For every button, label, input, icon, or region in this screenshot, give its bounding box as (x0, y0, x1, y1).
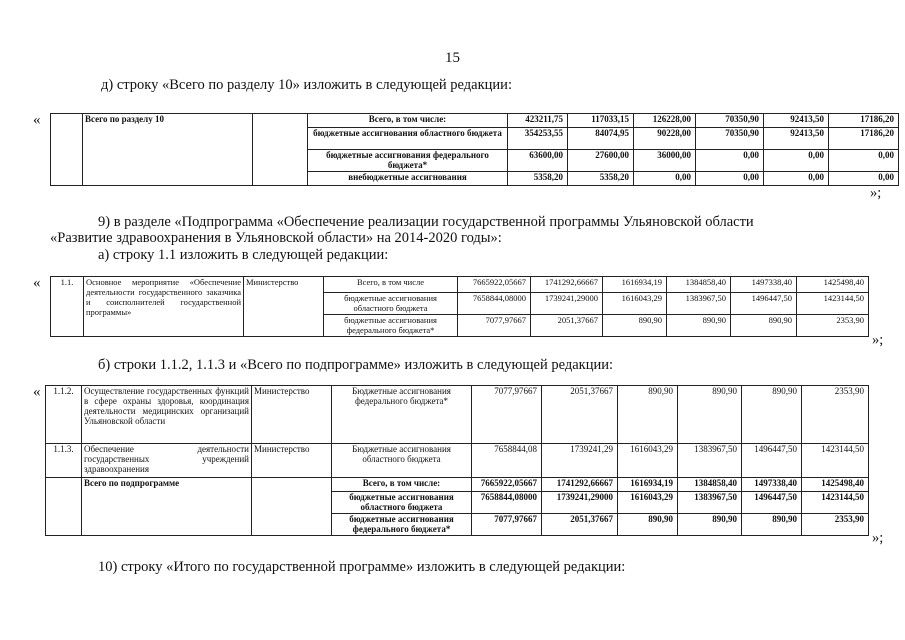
table-cell: 890,90 (618, 386, 678, 444)
table-cell: 0,00 (764, 172, 829, 186)
table-cell: 1739241,29 (542, 444, 618, 478)
table-row-1-1 (50, 276, 869, 337)
table-cell: 890,90 (667, 315, 731, 337)
table-cell: 1423144,50 (802, 492, 869, 514)
table-rows-1-1-2-1-1-3-total (45, 385, 869, 536)
row-name: Обеспечение деятельности государственных учреждений здравоохранения (82, 444, 252, 478)
table-cell: 27600,00 (568, 150, 634, 172)
table-cell (252, 478, 332, 536)
table-cell: 70350,90 (696, 128, 764, 150)
table-cell: 1739241,29000 (542, 492, 618, 514)
table-cell: 92413,50 (764, 128, 829, 150)
table-cell (46, 478, 82, 536)
table-cell: 7658844,08000 (458, 293, 531, 315)
paragraph-d: д) строку «Всего по разделу 10» изложить в следующей редакции: (101, 77, 512, 93)
table-cell: 2051,37667 (531, 315, 603, 337)
table-cell (253, 114, 308, 186)
table-cell: 17186,20 (829, 128, 899, 150)
row-executor: Министерство (244, 277, 324, 337)
table-cell: 1616043,29 (618, 444, 678, 478)
table-cell: 90228,00 (634, 128, 696, 150)
total-row-label: Всего, в том числе: (332, 478, 472, 492)
table-cell: 890,90 (678, 386, 742, 444)
table-cell: 423211,75 (508, 114, 568, 128)
close-quote: »; (872, 332, 884, 348)
table1-title: Всего по разделу 10 (83, 114, 253, 186)
table2-row-label: бюджетные ассигнования областного бюджета (324, 293, 458, 315)
table-cell: 7665922,05667 (458, 277, 531, 293)
table-cell: 890,90 (603, 315, 667, 337)
table-cell: 1383967,50 (667, 293, 731, 315)
table-cell: 5358,20 (568, 172, 634, 186)
table-cell: 70350,90 (696, 114, 764, 128)
table-section-10-total (50, 113, 899, 186)
table-cell: 1384858,40 (678, 478, 742, 492)
table-cell: 0,00 (829, 172, 899, 186)
table-cell: 1383967,50 (678, 444, 742, 478)
table-cell: 1425498,40 (797, 277, 869, 293)
table1-row-label: внебюджетные ассигнования (308, 172, 508, 186)
close-quote: »; (872, 530, 884, 546)
table-cell: 1739241,29000 (531, 293, 603, 315)
open-quote: « (33, 384, 41, 400)
close-quote: »; (870, 185, 882, 201)
table-cell: 890,90 (731, 315, 797, 337)
row-label: Бюджетные ассигнования федерального бюджета* (332, 386, 472, 444)
paragraph-a: а) строку 1.1 изложить в следующей редакции: (98, 247, 389, 263)
table-cell: 7077,97667 (458, 315, 531, 337)
open-quote: « (33, 275, 41, 291)
row-number: 1.1. (51, 277, 84, 337)
paragraph-9-line1: 9) в разделе «Подпрограмма «Обеспечение реализации государственной программы Ульяновской области (98, 214, 754, 230)
table-cell: 354253,55 (508, 128, 568, 150)
table-cell: 17186,20 (829, 114, 899, 128)
table2-row-label: бюджетные ассигнования федерального бюджета* (324, 315, 458, 337)
table-cell: 2051,37667 (542, 514, 618, 536)
table-cell: 36000,00 (634, 150, 696, 172)
table1-row-label: бюджетные ассигнования федерального бюджета* (308, 150, 508, 172)
table-cell: 7077,97667 (472, 386, 542, 444)
table-cell: 7077,97667 (472, 514, 542, 536)
row-executor: Министерство (252, 386, 332, 444)
table-cell: 1497338,40 (742, 478, 802, 492)
table-cell: 890,90 (618, 514, 678, 536)
table-cell: 5358,20 (508, 172, 568, 186)
row-number: 1.1.2. (46, 386, 82, 444)
total-title: Всего по подпрограмме (82, 478, 252, 536)
open-quote: « (33, 112, 41, 128)
table-cell: 2051,37667 (542, 386, 618, 444)
row-number: 1.1.3. (46, 444, 82, 478)
table-cell: 0,00 (634, 172, 696, 186)
total-row-label: бюджетные ассигнования федерального бюджета* (332, 514, 472, 536)
table-cell: 1497338,40 (731, 277, 797, 293)
table-cell: 0,00 (829, 150, 899, 172)
table-cell (51, 114, 83, 186)
table-cell: 2353,90 (797, 315, 869, 337)
paragraph-9-line2: «Развитие здравоохранения в Ульяновской области» на 2014-2020 годы»: (50, 230, 502, 246)
row-label: Бюджетные ассигнования областного бюджета (332, 444, 472, 478)
table-cell: 1383967,50 (678, 492, 742, 514)
table-cell: 117033,15 (568, 114, 634, 128)
row-name: Осуществление государственных функций в сфере охраны здоровья, координация деятельности медицинских организаций Ульяновской области (82, 386, 252, 444)
table-cell: 1423144,50 (802, 444, 869, 478)
table-cell: 1496447,50 (731, 293, 797, 315)
table-cell: 84074,95 (568, 128, 634, 150)
paragraph-b: б) строки 1.1.2, 1.1.3 и «Всего по подпрограмме» изложить в следующей редакции: (98, 357, 614, 373)
table-cell: 2353,90 (802, 386, 869, 444)
table-cell: 0,00 (764, 150, 829, 172)
table-cell: 1496447,50 (742, 492, 802, 514)
table-cell: 1741292,66667 (542, 478, 618, 492)
table-cell: 0,00 (696, 172, 764, 186)
table1-row-label: бюджетные ассигнования областного бюджета (308, 128, 508, 150)
table-cell: 1741292,66667 (531, 277, 603, 293)
table-cell: 7665922,05667 (472, 478, 542, 492)
table-cell: 7658844,08000 (472, 492, 542, 514)
table-cell: 92413,50 (764, 114, 829, 128)
table-cell: 1496447,50 (742, 444, 802, 478)
table-cell: 890,90 (678, 514, 742, 536)
paragraph-10: 10) строку «Итого по государственной программе» изложить в следующей редакции: (98, 559, 626, 575)
total-row-label: бюджетные ассигнования областного бюджета (332, 492, 472, 514)
table-cell: 1616934,19 (618, 478, 678, 492)
table-cell: 1616043,29 (618, 492, 678, 514)
table-cell: 2353,90 (802, 514, 869, 536)
page-number: 15 (445, 50, 460, 66)
table-cell: 0,00 (696, 150, 764, 172)
table-cell: 1384858,40 (667, 277, 731, 293)
table-cell: 1425498,40 (802, 478, 869, 492)
table-cell: 890,90 (742, 386, 802, 444)
table-cell: 1423144,50 (797, 293, 869, 315)
table-cell: 890,90 (742, 514, 802, 536)
table-cell: 7658844,08 (472, 444, 542, 478)
table-cell: 1616043,29 (603, 293, 667, 315)
table2-row-label: Всего, в том числе (324, 277, 458, 293)
table-cell: 126228,00 (634, 114, 696, 128)
table-cell: 63600,00 (508, 150, 568, 172)
row-executor: Министерство (252, 444, 332, 478)
table-cell: 1616934,19 (603, 277, 667, 293)
table1-row-label: Всего, в том числе: (308, 114, 508, 128)
row-name: Основное мероприятие «Обеспечение деятельности государственного заказчика и соисполнителей государственной программы» (84, 277, 244, 337)
